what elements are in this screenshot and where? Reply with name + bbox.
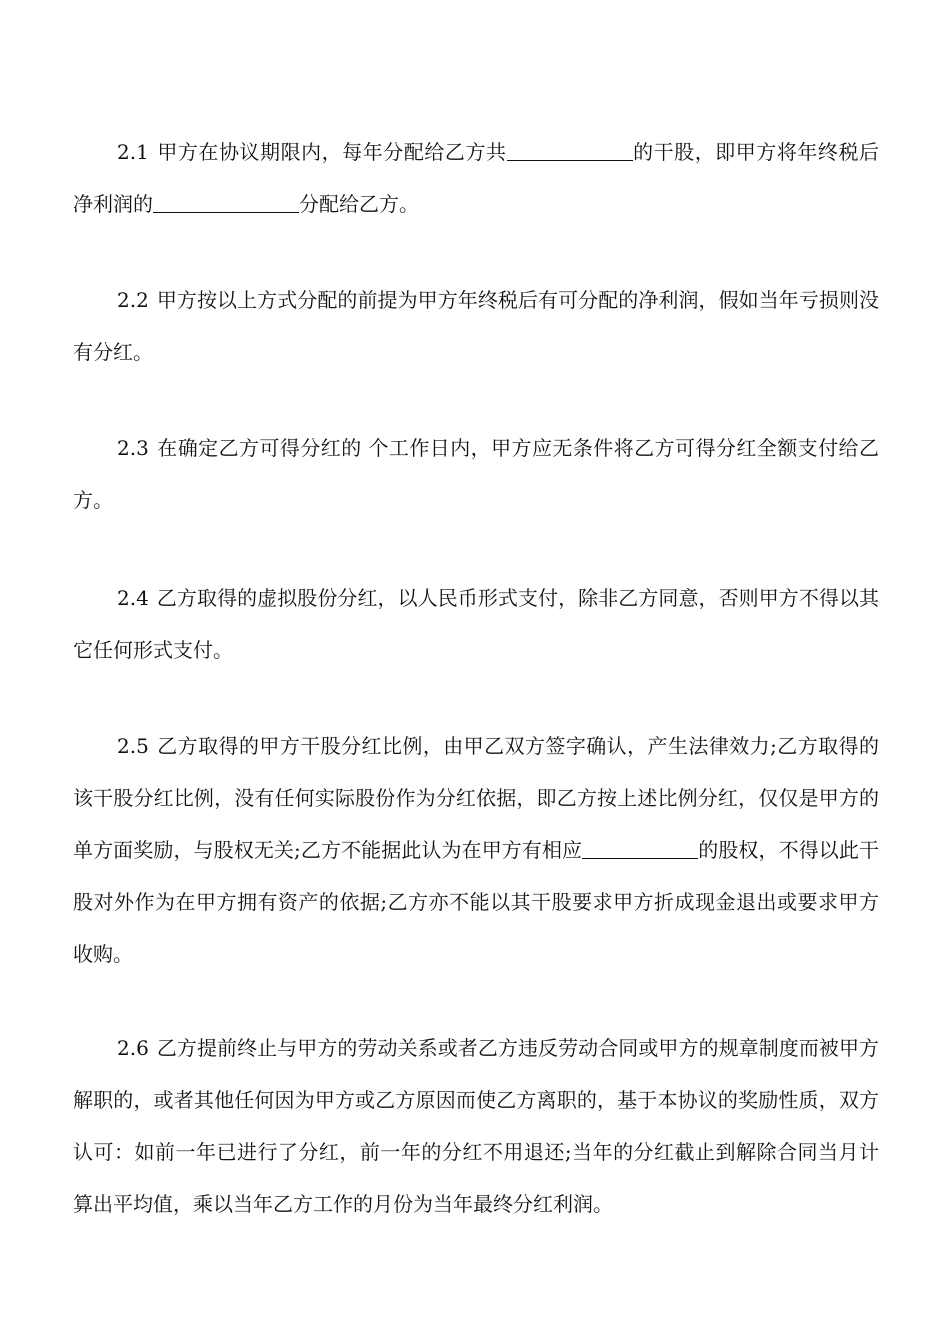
clause-number: 2.4 <box>117 586 149 610</box>
clause-2-3 <box>73 422 879 526</box>
blank-line <box>153 192 299 213</box>
clause-2-2 <box>73 274 879 378</box>
clause-text: 甲方在协议期限内，每年分配给乙方共 <box>156 140 507 164</box>
blank-line <box>582 838 642 859</box>
clause-text: 的干股，即甲方将年终税后净利润的 <box>73 140 880 216</box>
clause-2-1 <box>73 126 879 230</box>
clause-text: 的股权，不得以此干股对外作为在甲方拥有资产的依据;乙方亦不能以其干股要求甲方折成现金退出或要求甲方收购。 <box>73 838 879 966</box>
clause-text: 甲方按以上方式分配的前提为甲方年终税后有可分配的净利润，假如当年亏损则没有分红。 <box>73 288 879 364</box>
clause-2-4 <box>73 572 879 676</box>
clause-text: 乙方提前终止与甲方的劳动关系或者乙方违反劳动合同或甲方的规章制度而被甲方解职的，或者其他任何因为甲方或乙方原因而使乙方离职的，基于本协议的奖励性质，双方认可：如前一年已进行了分红，前一年的分红不用退还;当年的分红截止到解除合同当月计算出平均值，乘以当年乙方工作的月份为当年最终分红利润。 <box>73 1036 879 1216</box>
clause-text: 分配给乙方。 <box>299 192 419 216</box>
clause-number: 2.1 <box>117 140 149 164</box>
clause-2-6 <box>73 1022 879 1230</box>
blank-line <box>642 838 698 859</box>
clause-number: 2.6 <box>117 1036 149 1060</box>
clause-text: 在确定乙方可得分红的 个工作日内，甲方应无条件将乙方可得分红全额支付给乙方。 <box>73 436 879 512</box>
clause-2-5 <box>73 720 879 980</box>
blank-line <box>507 140 633 161</box>
clause-text: 乙方取得的甲方干股分红比例，由甲乙双方签字确认，产生法律效力;乙方取得的该干股分红比例，没有任何实际股份作为分红依据，即乙方按上述比例分红，仅仅是甲方的单方面奖励，与股权无关;乙方不能据此认为在甲方有相应 <box>73 734 879 862</box>
clause-text: 乙方取得的虚拟股份分红，以人民币形式支付，除非乙方同意，否则甲方不得以其它任何形式支付。 <box>73 586 879 662</box>
clause-number: 2.2 <box>117 288 149 312</box>
clause-number: 2.5 <box>117 734 149 758</box>
clause-number: 2.3 <box>117 436 149 460</box>
